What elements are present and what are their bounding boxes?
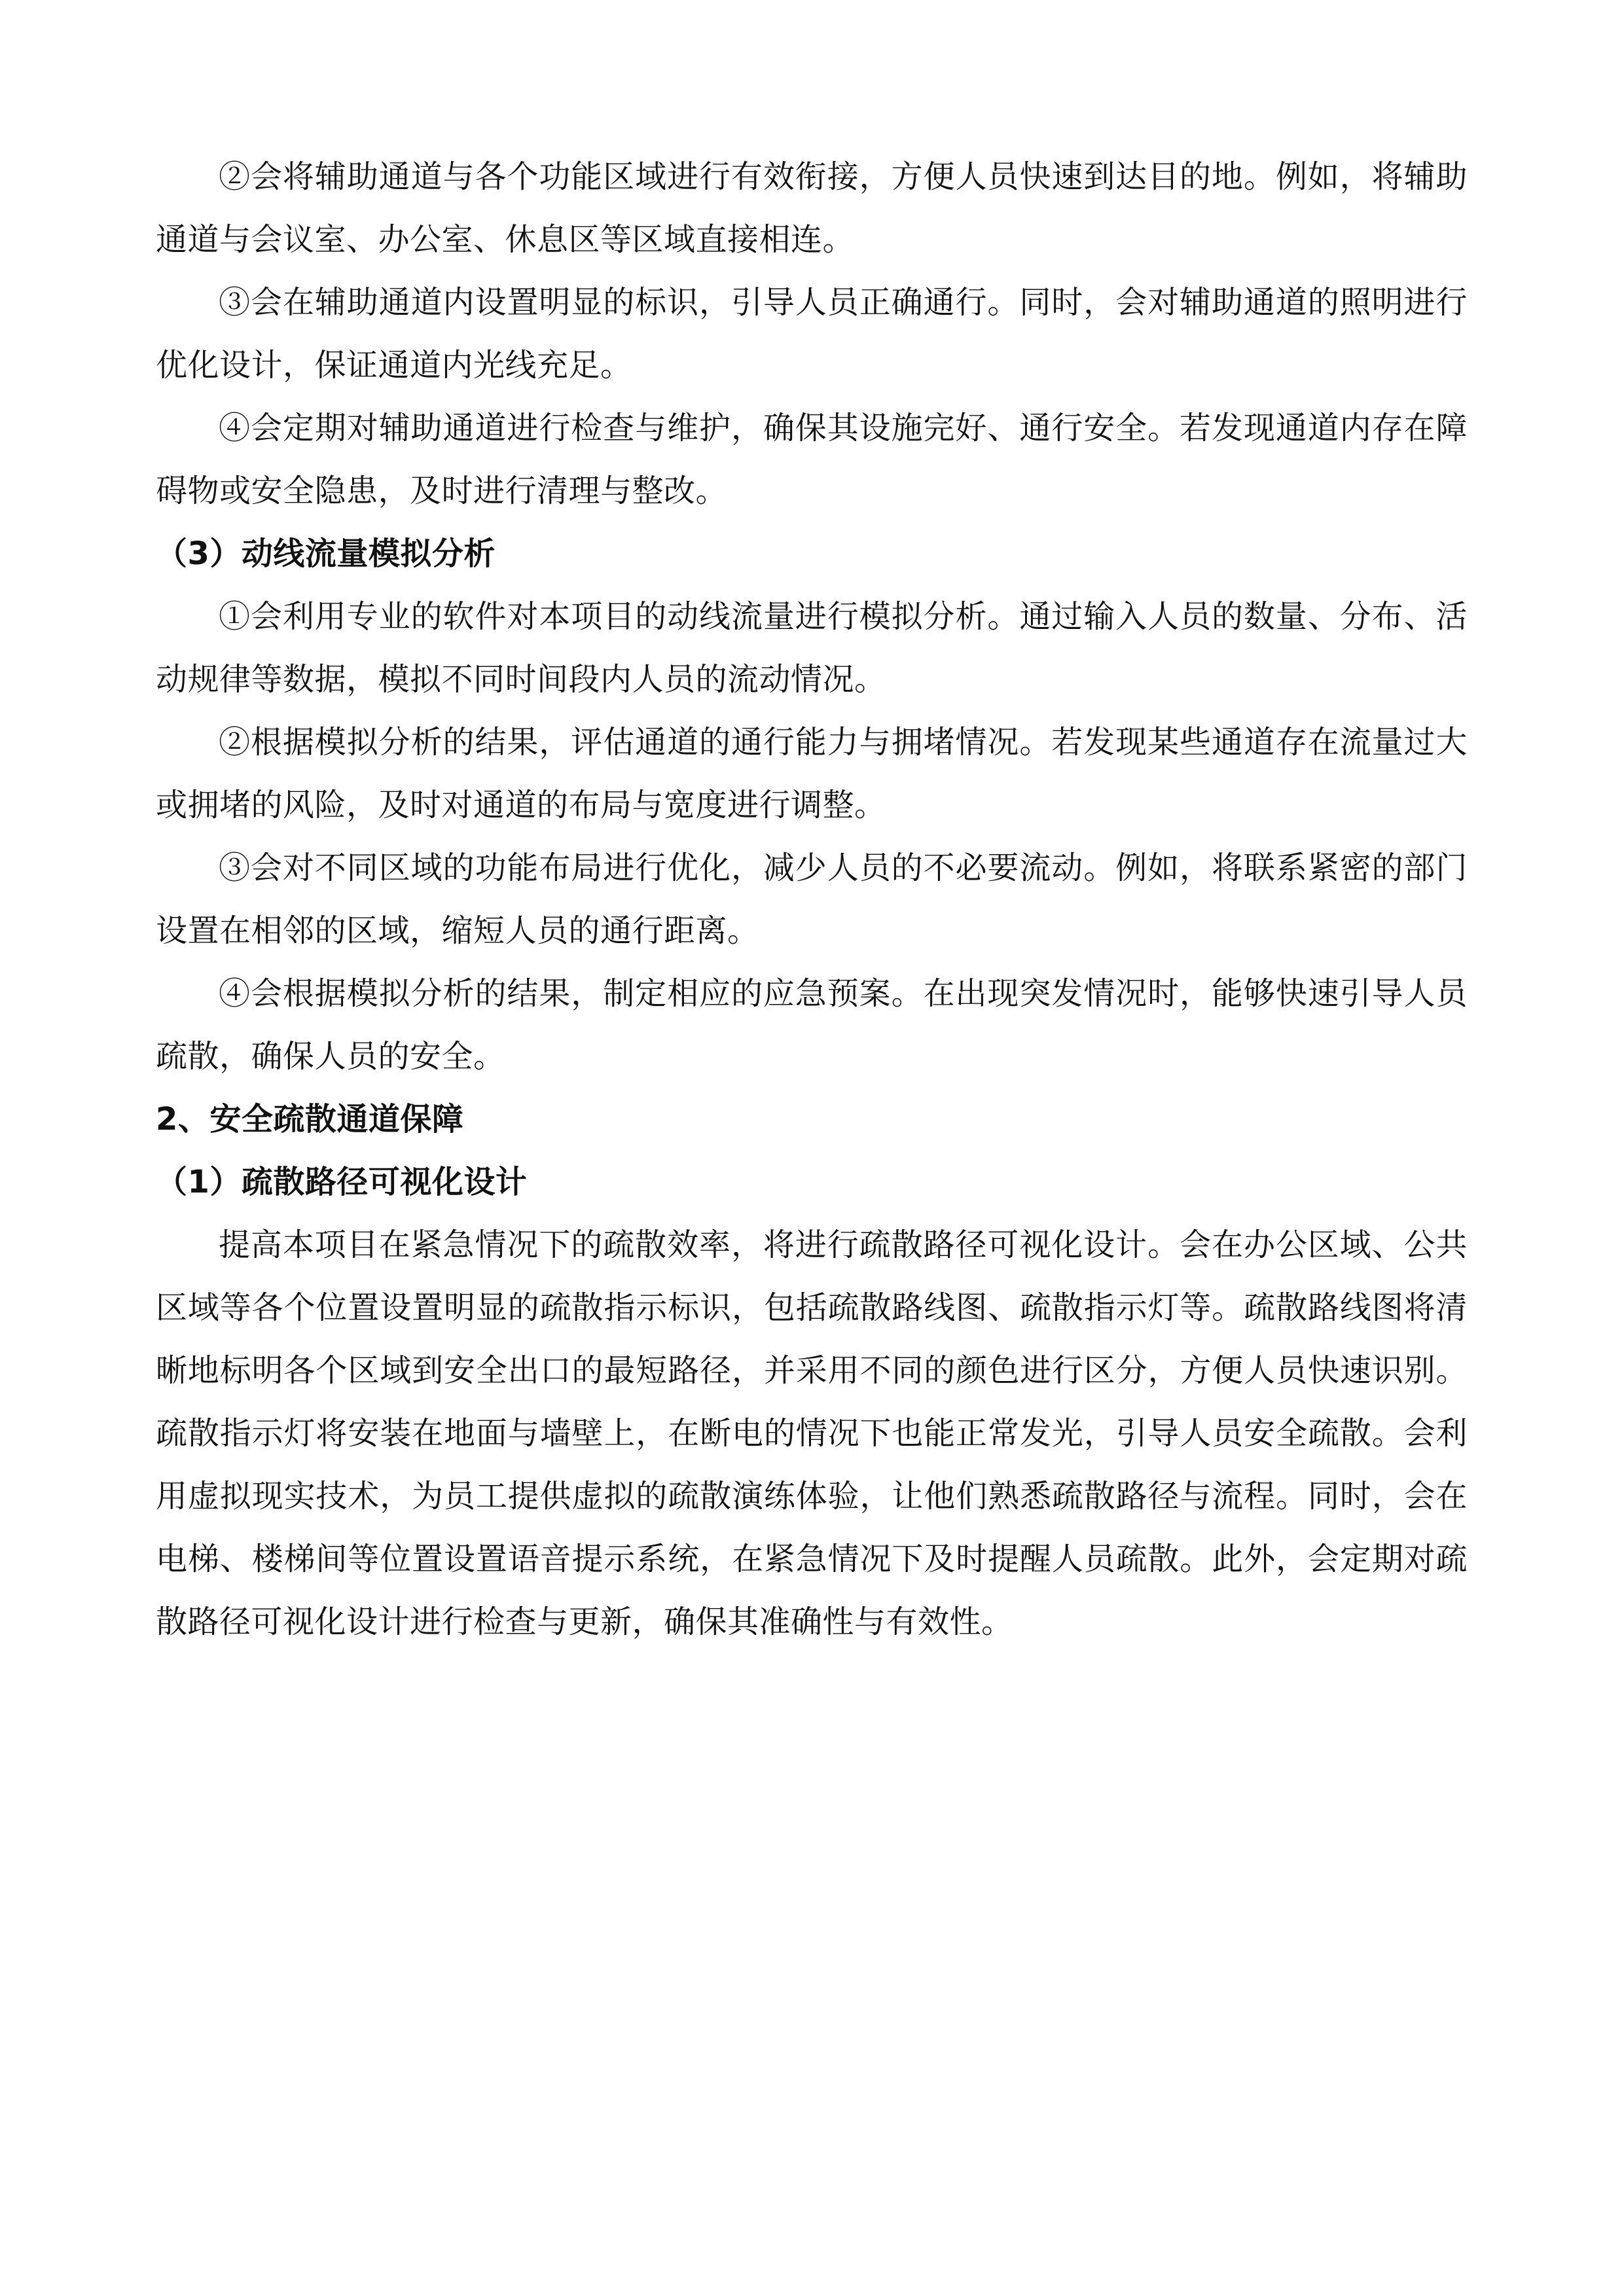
paragraph-auxiliary-connection: ②会将辅助通道与各个功能区域进行有效衔接，方便人员快速到达目的地。例如，将辅助通道与会议室、办公室、休息区等区域直接相连。 xyxy=(156,158,1468,258)
paragraph-auxiliary-signage: ③会在辅助通道内设置明显的标识，引导人员正确通行。同时，会对辅助通道的照明进行优化设计，保证通道内光线充足。 xyxy=(156,284,1468,384)
heading-evacuation-visualization: （1）疏散路径可视化设计 xyxy=(156,1164,528,1200)
paragraph-emergency-plan: ④会根据模拟分析的结果，制定相应的应急预案。在出现突发情况时，能够快速引导人员疏散，确保人员的安全。 xyxy=(156,975,1468,1075)
paragraph-evacuation-design: 提高本项目在紧急情况下的疏散效率，将进行疏散路径可视化设计。会在办公区域、公共区域等各个位置设置明显的疏散指示标识，包括疏散路线图、疏散指示灯等。疏散路线图将清晰地标明各个区域到安全出口的最短路径，并采用不同的颜色进行区分，方便人员快速识别。疏散指示灯将安装在地面与墙壁上，在断电的情况下也能正常发光，引导人员安全疏散。会利用虚拟现实技术，为员工提供虚拟的疏散演练体验，让他们熟悉疏散路径与流程。同时，会在电梯、楼梯间等位置设置语音提示系统，在紧急情况下及时提醒人员疏散。此外，会定期对疏散路径可视化设计进行检查与更新，确保其准确性与有效性。 xyxy=(156,1227,1468,1640)
paragraph-simulation-evaluation: ②根据模拟分析的结果，评估通道的通行能力与拥堵情况。若发现某些通道存在流量过大或拥堵的风险，及时对通道的布局与宽度进行调整。 xyxy=(156,724,1468,823)
heading-safety-evacuation: 2、安全疏散通道保障 xyxy=(156,1101,464,1138)
heading-flow-simulation: （3）动线流量模拟分析 xyxy=(156,535,496,572)
paragraph-auxiliary-maintenance: ④会定期对辅助通道进行检查与维护，确保其设施完好、通行安全。若发现通道内存在障碍物或安全隐患，及时进行清理与整改。 xyxy=(156,410,1468,509)
paragraph-layout-optimization: ③会对不同区域的功能布局进行优化，减少人员的不必要流动。例如，将联系紧密的部门设置在相邻的区域，缩短人员的通行距离。 xyxy=(156,850,1468,949)
document-body xyxy=(156,145,1468,1653)
paragraph-simulation-software: ①会利用专业的软件对本项目的动线流量进行模拟分析。通过输入人员的数量、分布、活动规律等数据，模拟不同时间段内人员的流动情况。 xyxy=(156,598,1468,698)
